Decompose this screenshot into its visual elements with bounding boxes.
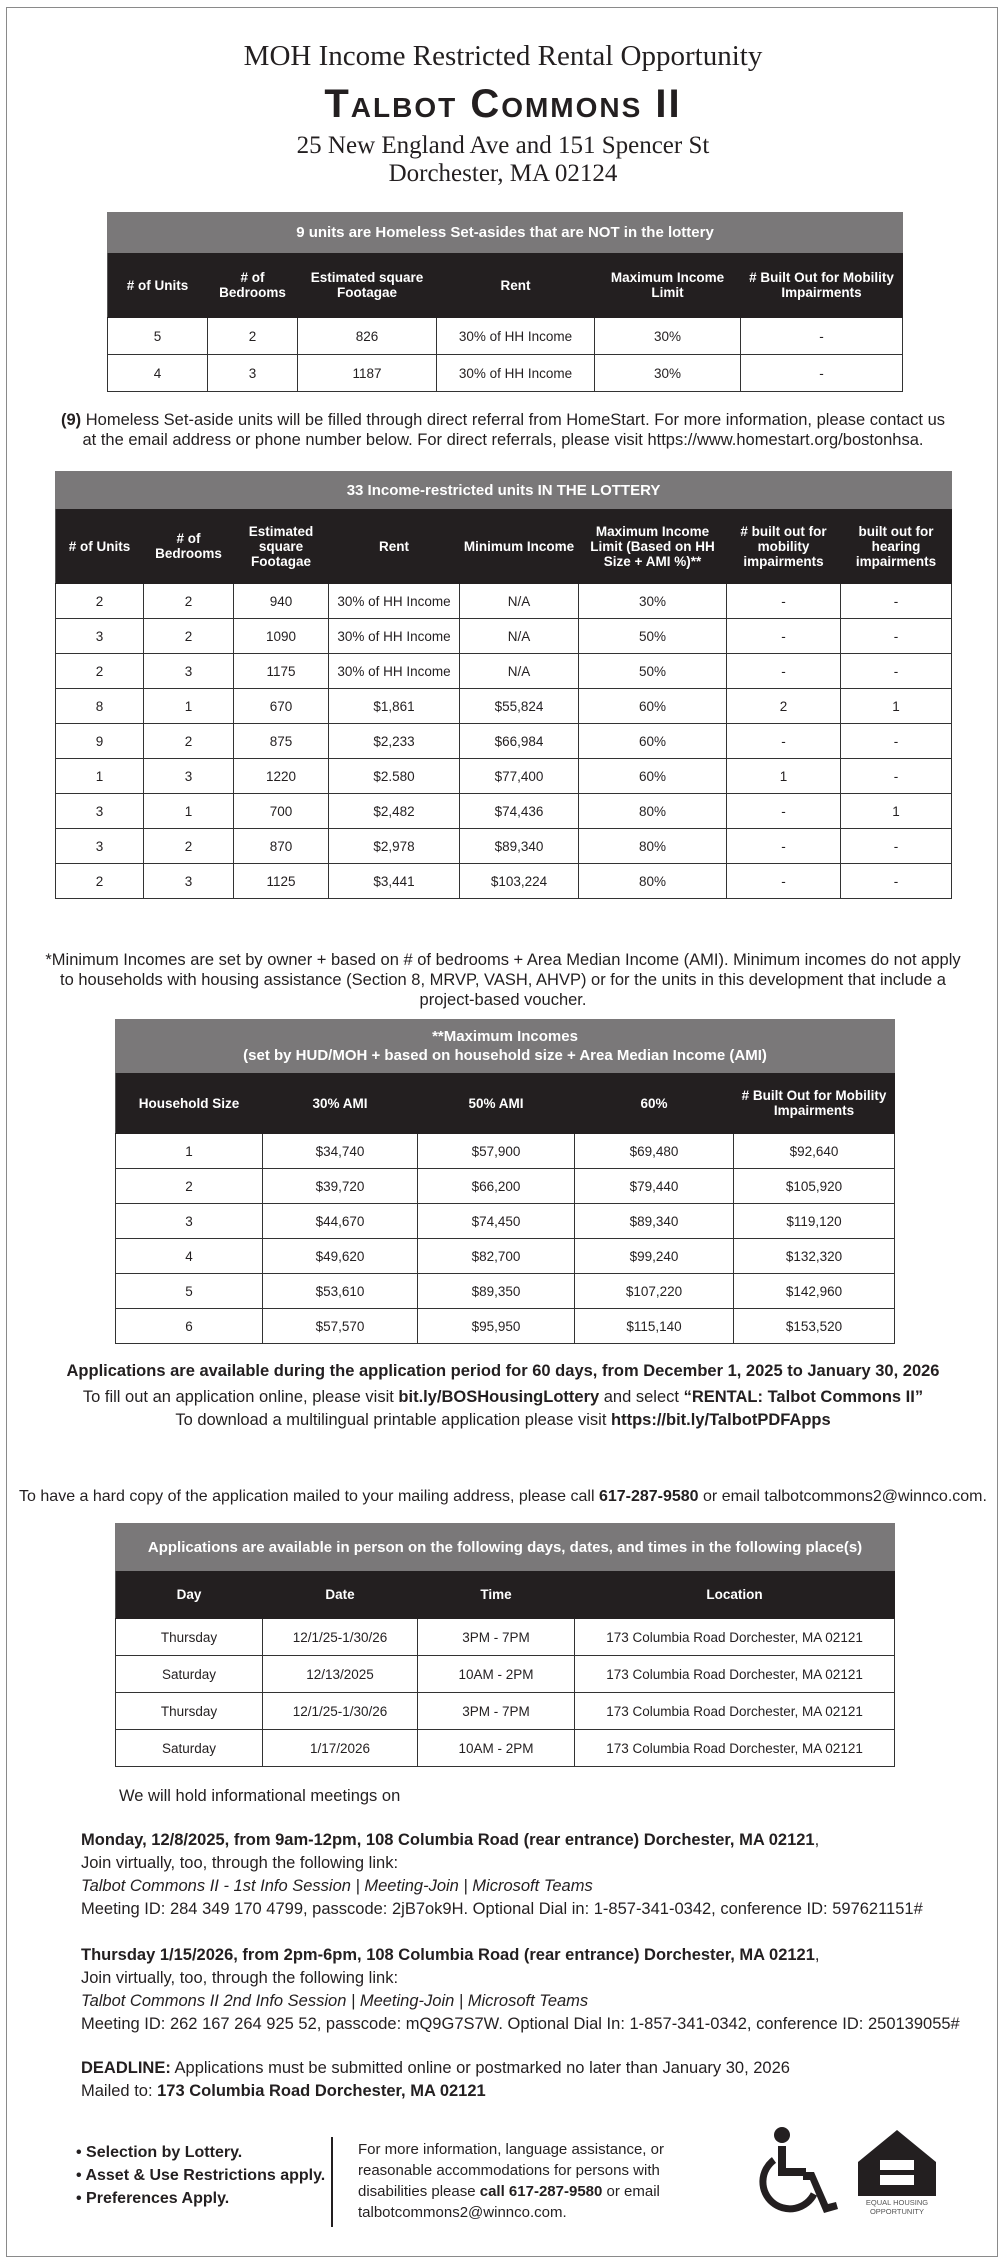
table-cell: 2 xyxy=(144,619,234,654)
mailed-label: Mailed to: xyxy=(81,2082,158,2100)
footer-bullets xyxy=(76,2141,325,2210)
lottery-link[interactable]: bit.ly/BOSHousingLottery xyxy=(398,1388,600,1406)
table-cell: Saturday xyxy=(116,1730,263,1767)
table-cell: N/A xyxy=(460,619,579,654)
table-cell: 173 Columbia Road Dorchester, MA 02121 xyxy=(575,1693,895,1730)
table-row xyxy=(56,619,952,654)
table-cell: 30% xyxy=(595,355,741,392)
table-cell: 3 xyxy=(144,864,234,899)
table-cell: - xyxy=(841,584,952,619)
table-row xyxy=(56,794,952,829)
column-header: Estimated square Footagae xyxy=(234,509,329,584)
table-row xyxy=(116,1656,895,1693)
footer-info xyxy=(358,2139,688,2223)
download-application-text xyxy=(0,1410,1006,1430)
table-cell: 3PM - 7PM xyxy=(418,1619,575,1656)
table-cell: 2 xyxy=(56,654,144,689)
table-cell: 4 xyxy=(108,355,208,392)
meeting-link[interactable]: Talbot Commons II - 1st Info Session | Meeting-Join | Microsoft Teams xyxy=(81,1877,593,1895)
page-kicker: MOH Income Restricted Rental Opportunity xyxy=(243,40,763,72)
table-cell: 2 xyxy=(56,864,144,899)
table-cell: 30% of HH Income xyxy=(329,584,460,619)
table-cell: 826 xyxy=(298,318,437,355)
table-cell: 1175 xyxy=(234,654,329,689)
table-cell: 940 xyxy=(234,584,329,619)
table-cell: $79,440 xyxy=(575,1169,734,1204)
table-cell: 2 xyxy=(144,724,234,759)
table-row xyxy=(108,318,903,355)
table-cell: $74,436 xyxy=(460,794,579,829)
table-row xyxy=(56,689,952,724)
meeting-details: Meeting ID: 284 349 170 4799, passcode: 2jB7ok9H. Optional Dial in: 1-857-341-0342, conference ID: 597621151# xyxy=(81,1900,923,1918)
table-cell: $2,482 xyxy=(329,794,460,829)
column-header: 50% AMI xyxy=(418,1073,575,1134)
table-cell: $103,224 xyxy=(460,864,579,899)
table-caption: Applications are available in person on the following days, dates, and times in the following place(s) xyxy=(116,1524,895,1571)
table-cell: $55,824 xyxy=(460,689,579,724)
table-row xyxy=(56,584,952,619)
bullet-item: • Selection by Lottery. xyxy=(76,2144,243,2161)
table-cell: Saturday xyxy=(116,1656,263,1693)
column-header: Location xyxy=(575,1571,895,1619)
table-cell: Thursday xyxy=(116,1619,263,1656)
table-cell: $89,340 xyxy=(575,1204,734,1239)
mailed-address: 173 Columbia Road Dorchester, MA 02121 xyxy=(157,2082,486,2100)
table-caption-line: **Maximum Incomes xyxy=(432,1028,578,1045)
column-header: # Built Out for Mobility Impairments xyxy=(734,1073,895,1134)
table-cell: 3 xyxy=(144,759,234,794)
table-row xyxy=(116,1309,895,1344)
table-row xyxy=(56,724,952,759)
column-header: Rent xyxy=(329,509,460,584)
table-header-row xyxy=(116,1571,895,1619)
table-cell: 30% xyxy=(579,584,727,619)
table-cell: 3 xyxy=(208,355,298,392)
table-cell: 10AM - 2PM xyxy=(418,1730,575,1767)
table-cell: - xyxy=(741,355,903,392)
table-header-row xyxy=(116,1073,895,1134)
meetings-intro: We will hold informational meetings on xyxy=(119,1787,401,1805)
table-cell: 670 xyxy=(234,689,329,724)
table-cell: $132,320 xyxy=(734,1239,895,1274)
table-cell: - xyxy=(727,654,841,689)
page-title: Talbot Commons II xyxy=(324,82,682,126)
eho-text-line1: EQUAL HOUSING xyxy=(865,2198,929,2207)
table-cell: - xyxy=(727,619,841,654)
table-cell: 30% xyxy=(595,318,741,355)
table-cell: $53,610 xyxy=(263,1274,418,1309)
info-post: or email talbotcommons2@winnco.com. xyxy=(358,2183,660,2221)
table-cell: $153,520 xyxy=(734,1309,895,1344)
table-cell: 870 xyxy=(234,829,329,864)
table-cell: $92,640 xyxy=(734,1134,895,1169)
table-cell: $49,620 xyxy=(263,1239,418,1274)
table-cell: 1 xyxy=(56,759,144,794)
column-header: Date xyxy=(263,1571,418,1619)
homeless-note xyxy=(60,410,946,450)
table-cell: $77,400 xyxy=(460,759,579,794)
table-cell: 1/17/2026 xyxy=(263,1730,418,1767)
table-cell: $142,960 xyxy=(734,1274,895,1309)
column-header: Minimum Income xyxy=(460,509,579,584)
apply-online-pre: To fill out an application online, please visit xyxy=(82,1388,399,1406)
meeting-join-text: Join virtually, too, through the following link: xyxy=(81,1854,399,1872)
table-cell: $69,480 xyxy=(575,1134,734,1169)
table-cell: 12/13/2025 xyxy=(263,1656,418,1693)
table-cell: 9 xyxy=(56,724,144,759)
column-header: # built out for mobility impairments xyxy=(727,509,841,584)
table-cell: 1 xyxy=(727,759,841,794)
homeless-count: (9) xyxy=(60,411,82,429)
column-header: Time xyxy=(418,1571,575,1619)
deadline-text: Applications must be submitted online or postmarked no later than January 30, 2026 xyxy=(170,2059,790,2077)
apply-online-text xyxy=(0,1387,1006,1407)
table-cell: $105,920 xyxy=(734,1169,895,1204)
column-header: # of Bedrooms xyxy=(208,253,298,318)
in-person-applications-table xyxy=(115,1523,895,1767)
homeless-setaside-table xyxy=(107,212,903,392)
deadline xyxy=(81,2057,790,2103)
table-cell: - xyxy=(841,829,952,864)
rental-selection: “RENTAL: Talbot Commons II” xyxy=(683,1388,924,1406)
column-header: 60% xyxy=(575,1073,734,1134)
address-line-2: Dorchester, MA 02124 xyxy=(388,160,618,187)
table-cell: 60% xyxy=(579,689,727,724)
hardcopy-text xyxy=(0,1487,1006,1507)
hardcopy-pre: To have a hard copy of the application mailed to your mailing address, please call xyxy=(19,1488,599,1505)
table-cell: N/A xyxy=(460,584,579,619)
table-cell: 1 xyxy=(144,794,234,829)
column-header: # of Bedrooms xyxy=(144,509,234,584)
table-row xyxy=(56,759,952,794)
table-cell: - xyxy=(841,654,952,689)
meeting-link[interactable]: Talbot Commons II 2nd Info Session | Meeting-Join | Microsoft Teams xyxy=(81,1992,589,2010)
deadline-label: DEADLINE: xyxy=(81,2059,171,2077)
table-cell: 2 xyxy=(208,318,298,355)
table-cell: 2 xyxy=(116,1169,263,1204)
table-cell: 3 xyxy=(56,829,144,864)
table-cell: 80% xyxy=(579,794,727,829)
info-pre: For more information, language assistance, or reasonable accommodations for persons with disabilities please xyxy=(358,2141,664,2200)
wheelchair-accessibility-icon xyxy=(758,2124,840,2216)
table-cell: 2 xyxy=(56,584,144,619)
column-header: built out for hearing impairments xyxy=(841,509,952,584)
column-header: 30% AMI xyxy=(263,1073,418,1134)
table-cell: $34,740 xyxy=(263,1134,418,1169)
column-header: # Built Out for Mobility Impairments xyxy=(741,253,903,318)
table-row xyxy=(56,829,952,864)
hardcopy-post: or email talbotcommons2@winnco.com. xyxy=(698,1488,987,1505)
table-cell: - xyxy=(841,724,952,759)
table-cell: 3 xyxy=(56,794,144,829)
table-cell: 1187 xyxy=(298,355,437,392)
table-cell: 50% xyxy=(579,619,727,654)
table-cell: $95,950 xyxy=(418,1309,575,1344)
table-row xyxy=(116,1134,895,1169)
column-header: # of Units xyxy=(108,253,208,318)
table-cell: 30% of HH Income xyxy=(437,355,595,392)
column-header: Maximum Income Limit (Based on HH Size + AMI %)** xyxy=(579,509,727,584)
table-cell: 12/1/25-1/30/26 xyxy=(263,1693,418,1730)
table-cell: 875 xyxy=(234,724,329,759)
bullet-item: • Asset & Use Restrictions apply. xyxy=(76,2167,326,2184)
footer-divider xyxy=(331,2137,333,2227)
table-cell: 10AM - 2PM xyxy=(418,1656,575,1693)
table-cell: $82,700 xyxy=(418,1239,575,1274)
column-header: # of Units xyxy=(56,509,144,584)
table-row xyxy=(116,1274,895,1309)
table-cell: 60% xyxy=(579,724,727,759)
column-header: Rent xyxy=(437,253,595,318)
table-cell: 4 xyxy=(116,1239,263,1274)
table-cell: 80% xyxy=(579,864,727,899)
table-row xyxy=(116,1619,895,1656)
bullet-item: • Preferences Apply. xyxy=(76,2190,230,2207)
table-cell: 2 xyxy=(144,829,234,864)
column-header: Household Size xyxy=(116,1073,263,1134)
table-cell: 3PM - 7PM xyxy=(418,1693,575,1730)
table-cell: 12/1/25-1/30/26 xyxy=(263,1619,418,1656)
table-caption: 33 Income-restricted units IN THE LOTTERY xyxy=(56,472,952,509)
table-cell: 2 xyxy=(144,584,234,619)
table-cell: 30% of HH Income xyxy=(437,318,595,355)
table-cell: - xyxy=(727,864,841,899)
table-cell: $89,350 xyxy=(418,1274,575,1309)
table-row xyxy=(116,1204,895,1239)
table-cell: 1125 xyxy=(234,864,329,899)
column-header: Day xyxy=(116,1571,263,1619)
meeting-heading: Monday, 12/8/2025, from 9am-12pm, 108 Columbia Road (rear entrance) Dorchester, MA 02121 xyxy=(81,1831,815,1849)
table-cell: 5 xyxy=(108,318,208,355)
table-row xyxy=(56,654,952,689)
meeting-details: Meeting ID: 262 167 264 925 52, passcode: mQ9G7S7W. Optional Dial In: 1-857-341-0342, conference ID: 250139055# xyxy=(81,2015,960,2033)
table-caption: 9 units are Homeless Set-asides that are NOT in the lottery xyxy=(108,213,903,253)
table-cell: 1220 xyxy=(234,759,329,794)
table-cell: 80% xyxy=(579,829,727,864)
column-header: Maximum Income Limit xyxy=(595,253,741,318)
table-cell: 5 xyxy=(116,1274,263,1309)
table-row xyxy=(116,1169,895,1204)
table-cell: 2 xyxy=(727,689,841,724)
table-cell: $3,441 xyxy=(329,864,460,899)
hardcopy-phone[interactable]: 617-287-9580 xyxy=(598,1488,699,1505)
table-header-row xyxy=(108,253,903,318)
table-row xyxy=(56,864,952,899)
table-row xyxy=(116,1693,895,1730)
table-cell: $74,450 xyxy=(418,1204,575,1239)
table-cell: - xyxy=(841,619,952,654)
table-cell: - xyxy=(841,864,952,899)
lottery-units-table xyxy=(55,471,952,899)
meeting-2: Thursday 1/15/2026, from 2pm-6pm, 108 Columbia Road (rear entrance) Dorchester, MA 02121, Join virtually, too, through the following link: Talbot Commons II 2nd Info Session | Meeting-Join | Microsoft Teams Meeting ID: 262 167 264 925 52, passcode: mQ9G7S7W. Optional Dial In: 1-857-341-0342, conference ID: 250139055# xyxy=(81,1944,960,2036)
meeting-heading: Thursday 1/15/2026, from 2pm-6pm, 108 Columbia Road (rear entrance) Dorchester, MA 02121 xyxy=(81,1946,815,1964)
min-income-note: *Minimum Incomes are set by owner + based on # of bedrooms + Area Median Income (AMI). Minimum incomes do not apply to households with housing assistance (Section 8, MRVP, VASH, AHVP) or for the units in this development that include a project-based voucher. xyxy=(45,951,961,1009)
table-cell: 173 Columbia Road Dorchester, MA 02121 xyxy=(575,1656,895,1693)
table-cell: - xyxy=(727,829,841,864)
table-caption-line: (set by HUD/MOH + based on household size + Area Median Income (AMI) xyxy=(243,1047,767,1064)
table-cell: $2,233 xyxy=(329,724,460,759)
table-cell: 173 Columbia Road Dorchester, MA 02121 xyxy=(575,1619,895,1656)
table-cell: 700 xyxy=(234,794,329,829)
table-cell: 1 xyxy=(841,794,952,829)
table-cell: $66,200 xyxy=(418,1169,575,1204)
table-cell: $99,240 xyxy=(575,1239,734,1274)
meeting-join-text: Join virtually, too, through the following link: xyxy=(81,1969,399,1987)
table-cell: 6 xyxy=(116,1309,263,1344)
homeless-note-text: Homeless Set-aside units will be filled through direct referral from HomeStart. For more information, please contact us at the email address or phone number below. For direct referrals, please visit https://www.homestart.org/bostonhsa. xyxy=(81,411,946,449)
pdf-apps-link[interactable]: https://bit.ly/TalbotPDFApps xyxy=(611,1411,831,1429)
table-cell: - xyxy=(727,794,841,829)
table-cell: 3 xyxy=(144,654,234,689)
meeting-1: Monday, 12/8/2025, from 9am-12pm, 108 Columbia Road (rear entrance) Dorchester, MA 02121, Join virtually, too, through the following link: Talbot Commons II - 1st Info Session | Meeting-Join | Microsoft Teams Meeting ID: 284 349 170 4799, passcode: 2jB7ok9H. Optional Dial in: 1-857-341-0342, conference ID: 597621151# xyxy=(81,1829,923,1921)
table-cell: - xyxy=(741,318,903,355)
table-cell: - xyxy=(841,759,952,794)
table-cell: 1 xyxy=(116,1134,263,1169)
table-cell: 3 xyxy=(56,619,144,654)
table-cell: 30% of HH Income xyxy=(329,619,460,654)
table-cell: 30% of HH Income xyxy=(329,654,460,689)
table-cell: N/A xyxy=(460,654,579,689)
table-cell: $2.580 xyxy=(329,759,460,794)
apply-online-mid: and select xyxy=(599,1388,684,1406)
eho-text-line2: OPPORTUNITY xyxy=(869,2207,925,2216)
equal-housing-opportunity-icon xyxy=(856,2128,938,2216)
table-cell: $89,340 xyxy=(460,829,579,864)
max-incomes-table xyxy=(115,1019,895,1344)
address-line-1: 25 New England Ave and 151 Spencer St xyxy=(296,132,710,159)
table-cell: 1090 xyxy=(234,619,329,654)
table-caption xyxy=(116,1020,895,1073)
info-phone[interactable]: call 617-287-9580 xyxy=(479,2183,603,2200)
application-period: Applications are available during the application period for 60 days, from December 1, 2025 to January 30, 2026 xyxy=(66,1362,940,1380)
table-cell: $107,220 xyxy=(575,1274,734,1309)
column-header: Estimated square Footagae xyxy=(298,253,437,318)
table-cell: $39,720 xyxy=(263,1169,418,1204)
table-cell: $1,861 xyxy=(329,689,460,724)
table-header-row xyxy=(56,509,952,584)
table-cell: 8 xyxy=(56,689,144,724)
table-cell: $57,900 xyxy=(418,1134,575,1169)
table-row xyxy=(108,355,903,392)
table-row xyxy=(116,1730,895,1767)
table-cell: $115,140 xyxy=(575,1309,734,1344)
table-cell: $66,984 xyxy=(460,724,579,759)
table-cell: 60% xyxy=(579,759,727,794)
table-cell: $44,670 xyxy=(263,1204,418,1239)
table-cell: $57,570 xyxy=(263,1309,418,1344)
table-cell: $119,120 xyxy=(734,1204,895,1239)
table-cell: 1 xyxy=(144,689,234,724)
table-cell: - xyxy=(727,584,841,619)
table-cell: 1 xyxy=(841,689,952,724)
table-cell: Thursday xyxy=(116,1693,263,1730)
table-cell: 3 xyxy=(116,1204,263,1239)
table-row xyxy=(116,1239,895,1274)
table-cell: 173 Columbia Road Dorchester, MA 02121 xyxy=(575,1730,895,1767)
table-cell: $2,978 xyxy=(329,829,460,864)
download-pre: To download a multilingual printable application please visit xyxy=(175,1411,611,1429)
table-cell: - xyxy=(727,724,841,759)
table-cell: 50% xyxy=(579,654,727,689)
